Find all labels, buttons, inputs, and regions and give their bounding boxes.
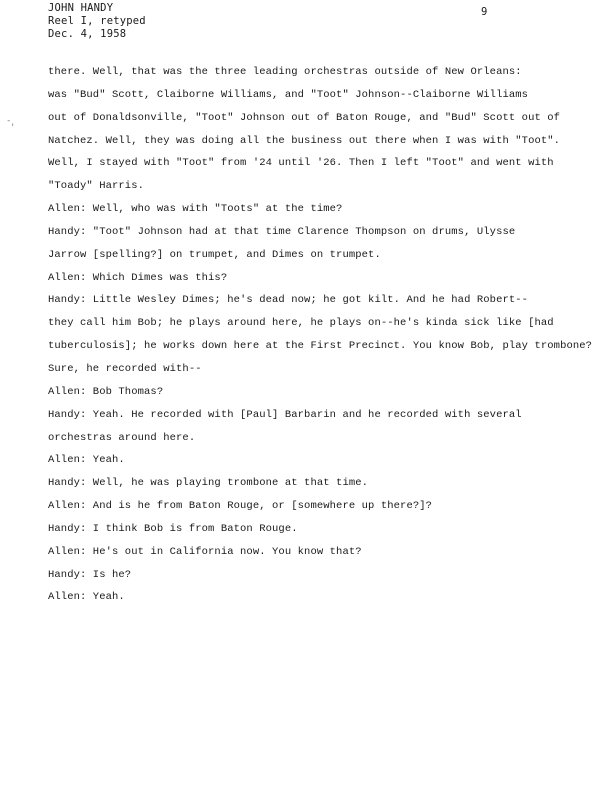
transcript-line: Allen: Yeah. [48,591,125,604]
transcript-line: they call him Bob; he plays around here, he plays on--he's kinda sick like [had [48,317,554,330]
transcript-body [48,66,598,614]
transcript-line: tuberculosis]; he works down here at the First Precinct. You know Bob, play trombone? [48,340,593,353]
margin-tick-mark: - [6,116,12,126]
reel-info: Reel I, retyped [48,15,146,27]
transcript-line: out of Donaldsonville, "Toot" Johnson out of Baton Rouge, and "Bud" Scott out of [48,111,561,124]
transcript-line: Handy: "Toot" Johnson had at that time Clarence Thompson on drums, Ulysse [48,225,516,238]
transcript-line: Handy: Is he? [48,568,132,581]
page-number: 9 [481,6,488,18]
transcript-line: "Toady" Harris. [48,180,145,193]
interviewee-name: JOHN HANDY [48,2,114,14]
transcript-line: Allen: Yeah. [48,454,125,467]
transcript-line: Handy: I think Bob is from Baton Rouge. [48,522,298,535]
transcript-line: Handy: Yeah. He recorded with [Paul] Barbarin and he recorded with several [48,408,522,421]
transcript-line: Handy: Well, he was playing trombone at that time. [48,477,369,490]
transcript-line: orchestras around here. [48,431,196,444]
interview-date: Dec. 4, 1958 [48,28,127,40]
transcript-line: Handy: Little Wesley Dimes; he's dead now; he got kilt. And he had Robert-- [48,294,529,307]
transcript-line: Well, I stayed with "Toot" from '24 until '26. Then I left "Toot" and went with [48,157,554,170]
document-header [48,2,146,41]
transcript-line: was "Bud" Scott, Claiborne Williams, and "Toot" Johnson--Claiborne Williams [48,88,529,101]
transcript-line: Allen: And is he from Baton Rouge, or [somewhere up there?]? [48,500,433,513]
transcript-line: there. Well, that was the three leading orchestras outside of New Orleans: [48,66,522,78]
transcript-line: Jarrow [spelling?] on trumpet, and Dimes on trumpet. [48,248,381,261]
transcript-line: Allen: Bob Thomas? [48,385,164,398]
transcript-line: Natchez. Well, they was doing all the business out there when I was with "Toot". [48,134,561,147]
margin-tick-mark: ' [10,123,16,133]
transcript-line: Allen: Which Dimes was this? [48,271,228,284]
transcript-line: Allen: Well, who was with "Toots" at the time? [48,203,343,216]
transcript-line: Sure, he recorded with-- [48,362,202,375]
transcript-line: Allen: He's out in California now. You know that? [48,545,362,558]
